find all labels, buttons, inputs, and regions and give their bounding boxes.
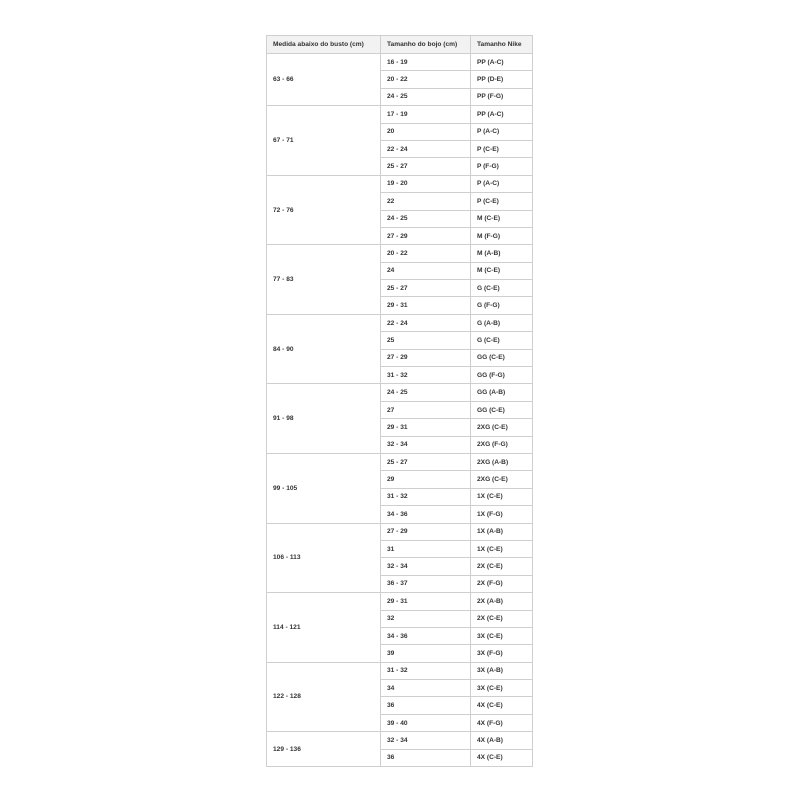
cup-size-cell: 22 - 24: [381, 140, 471, 157]
nike-size-cell: P (C-E): [471, 193, 533, 210]
cup-size-cell: 36: [381, 697, 471, 714]
cup-size-cell: 25 - 27: [381, 158, 471, 175]
nike-size-cell: PP (A-C): [471, 54, 533, 71]
table-row: [267, 384, 533, 401]
header-underbust: Medida abaixo do busto (cm): [267, 36, 381, 54]
cup-size-cell: 27 - 29: [381, 523, 471, 540]
nike-size-cell: 3X (C-E): [471, 680, 533, 697]
nike-size-cell: 2XG (A-B): [471, 453, 533, 470]
nike-size-cell: P (F-G): [471, 158, 533, 175]
cup-size-cell: 20 - 22: [381, 71, 471, 88]
cup-size-cell: 22 - 24: [381, 314, 471, 331]
cup-size-cell: 39 - 40: [381, 714, 471, 731]
nike-size-cell: M (C-E): [471, 210, 533, 227]
nike-size-cell: P (A-C): [471, 175, 533, 192]
size-chart-table: [266, 35, 533, 767]
nike-size-cell: G (C-E): [471, 280, 533, 297]
cup-size-cell: 32 - 34: [381, 558, 471, 575]
nike-size-cell: M (F-G): [471, 227, 533, 244]
nike-size-cell: 4X (C-E): [471, 697, 533, 714]
cup-size-cell: 29 - 31: [381, 297, 471, 314]
nike-size-cell: GG (F-G): [471, 367, 533, 384]
nike-size-cell: 1X (C-E): [471, 488, 533, 505]
nike-size-cell: 3X (A-B): [471, 662, 533, 679]
underbust-cell: 99 - 105: [267, 453, 381, 523]
cup-size-cell: 29: [381, 471, 471, 488]
table-body: [267, 54, 533, 767]
cup-size-cell: 32: [381, 610, 471, 627]
cup-size-cell: 34 - 36: [381, 627, 471, 644]
underbust-cell: 114 - 121: [267, 593, 381, 663]
nike-size-cell: 4X (A-B): [471, 732, 533, 749]
nike-size-cell: 2XG (F-G): [471, 436, 533, 453]
table-header-row: [267, 36, 533, 54]
table-row: [267, 453, 533, 470]
nike-size-cell: PP (A-C): [471, 106, 533, 123]
nike-size-cell: 4X (F-G): [471, 714, 533, 731]
nike-size-cell: 2XG (C-E): [471, 471, 533, 488]
cup-size-cell: 36: [381, 749, 471, 766]
header-nike-size: Tamanho Nike: [471, 36, 533, 54]
nike-size-cell: 1X (A-B): [471, 523, 533, 540]
cup-size-cell: 34: [381, 680, 471, 697]
cup-size-cell: 31: [381, 540, 471, 557]
nike-size-cell: 3X (F-G): [471, 645, 533, 662]
nike-size-cell: 2X (C-E): [471, 610, 533, 627]
nike-size-cell: PP (F-G): [471, 88, 533, 105]
nike-size-cell: 2X (F-G): [471, 575, 533, 592]
underbust-cell: 67 - 71: [267, 106, 381, 176]
table-row: [267, 314, 533, 331]
nike-size-cell: G (A-B): [471, 314, 533, 331]
nike-size-cell: 2XG (C-E): [471, 419, 533, 436]
cup-size-cell: 25: [381, 332, 471, 349]
nike-size-cell: PP (D-E): [471, 71, 533, 88]
cup-size-cell: 32 - 34: [381, 732, 471, 749]
nike-size-cell: P (C-E): [471, 140, 533, 157]
nike-size-cell: 3X (C-E): [471, 627, 533, 644]
table-row: [267, 732, 533, 749]
nike-size-cell: GG (C-E): [471, 401, 533, 418]
cup-size-cell: 27 - 29: [381, 349, 471, 366]
underbust-cell: 122 - 128: [267, 662, 381, 732]
nike-size-cell: P (A-C): [471, 123, 533, 140]
nike-size-cell: 1X (F-G): [471, 506, 533, 523]
underbust-cell: 72 - 76: [267, 175, 381, 245]
cup-size-cell: 22: [381, 193, 471, 210]
nike-size-cell: G (F-G): [471, 297, 533, 314]
nike-size-cell: GG (A-B): [471, 384, 533, 401]
nike-size-cell: M (C-E): [471, 262, 533, 279]
cup-size-cell: 20: [381, 123, 471, 140]
nike-size-cell: 4X (C-E): [471, 749, 533, 766]
header-cup-size: Tamanho do bojo (cm): [381, 36, 471, 54]
nike-size-cell: 1X (C-E): [471, 540, 533, 557]
cup-size-cell: 24 - 25: [381, 384, 471, 401]
table-row: [267, 106, 533, 123]
cup-size-cell: 27: [381, 401, 471, 418]
cup-size-cell: 29 - 31: [381, 593, 471, 610]
cup-size-cell: 24 - 25: [381, 210, 471, 227]
cup-size-cell: 25 - 27: [381, 453, 471, 470]
nike-size-cell: G (C-E): [471, 332, 533, 349]
cup-size-cell: 24 - 25: [381, 88, 471, 105]
cup-size-cell: 31 - 32: [381, 488, 471, 505]
nike-size-cell: 2X (C-E): [471, 558, 533, 575]
cup-size-cell: 17 - 19: [381, 106, 471, 123]
underbust-cell: 91 - 98: [267, 384, 381, 454]
cup-size-cell: 39: [381, 645, 471, 662]
cup-size-cell: 36 - 37: [381, 575, 471, 592]
cup-size-cell: 27 - 29: [381, 227, 471, 244]
table-row: [267, 662, 533, 679]
nike-size-cell: M (A-B): [471, 245, 533, 262]
table-row: [267, 54, 533, 71]
nike-size-cell: 2X (A-B): [471, 593, 533, 610]
cup-size-cell: 24: [381, 262, 471, 279]
cup-size-cell: 29 - 31: [381, 419, 471, 436]
cup-size-cell: 32 - 34: [381, 436, 471, 453]
cup-size-cell: 31 - 32: [381, 662, 471, 679]
table-row: [267, 593, 533, 610]
nike-size-cell: GG (C-E): [471, 349, 533, 366]
cup-size-cell: 34 - 36: [381, 506, 471, 523]
underbust-cell: 84 - 90: [267, 314, 381, 384]
table-row: [267, 175, 533, 192]
cup-size-cell: 20 - 22: [381, 245, 471, 262]
table-row: [267, 245, 533, 262]
cup-size-cell: 31 - 32: [381, 367, 471, 384]
cup-size-cell: 25 - 27: [381, 280, 471, 297]
underbust-cell: 106 - 113: [267, 523, 381, 593]
underbust-cell: 77 - 83: [267, 245, 381, 315]
underbust-cell: 63 - 66: [267, 54, 381, 106]
cup-size-cell: 19 - 20: [381, 175, 471, 192]
underbust-cell: 129 - 136: [267, 732, 381, 767]
table-row: [267, 523, 533, 540]
cup-size-cell: 16 - 19: [381, 54, 471, 71]
